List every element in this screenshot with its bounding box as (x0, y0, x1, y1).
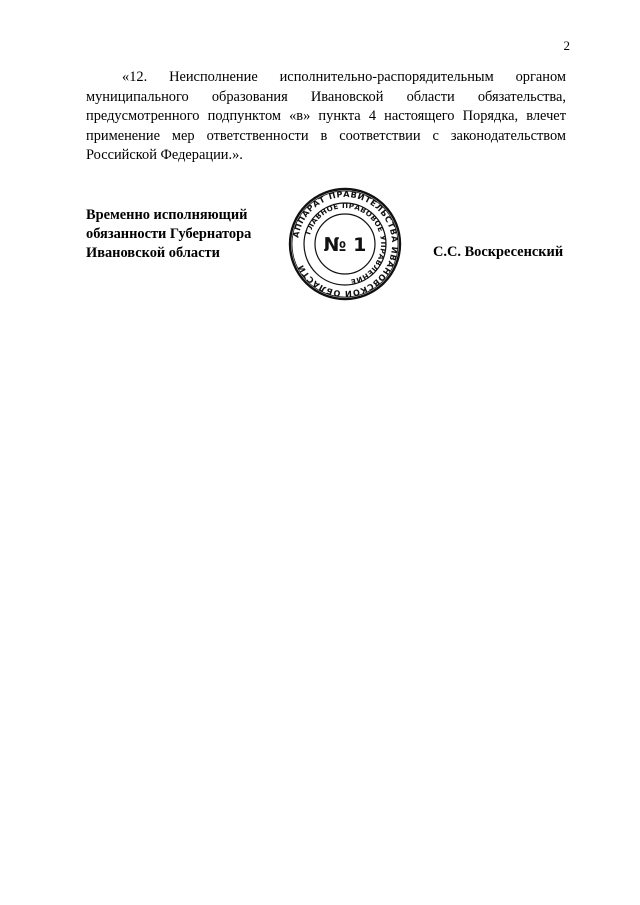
signatory-position (86, 206, 251, 263)
seal-outer-text: АППАРАТ ПРАВИТЕЛЬСТВА ИВАНОВСКОЙ ОБЛАСТИ (290, 188, 401, 300)
paragraph-line: предусмотренного подпунктом «в» пункта 4 настоящего Порядка, влечет (86, 108, 566, 124)
signatory-position-line: обязанности Губернатора (86, 226, 252, 242)
paragraph-line: муниципального образования Ивановской области обязательства, (86, 88, 566, 105)
signatory-position-line: Ивановской области (86, 245, 220, 261)
paragraph-line: применение мер ответственности в соответствии с законодательством (86, 127, 566, 144)
body-paragraph (86, 68, 566, 166)
page-number: 2 (563, 38, 570, 53)
signatory-position-line: Временно исполняющий (86, 207, 248, 223)
signatory-name: С.С. Воскресенский (433, 244, 564, 260)
seal-number: № 1 (323, 234, 367, 256)
paragraph-line: «12. Неисполнение исполнительно-распорядительным органом (122, 69, 566, 85)
paragraph-line: Российской Федерации.». (86, 147, 243, 163)
official-seal (288, 187, 402, 301)
seal-inner-text: ГЛАВНОЕ ПРАВОВОЕ УПРАВЛЕНИЕ (303, 200, 389, 287)
